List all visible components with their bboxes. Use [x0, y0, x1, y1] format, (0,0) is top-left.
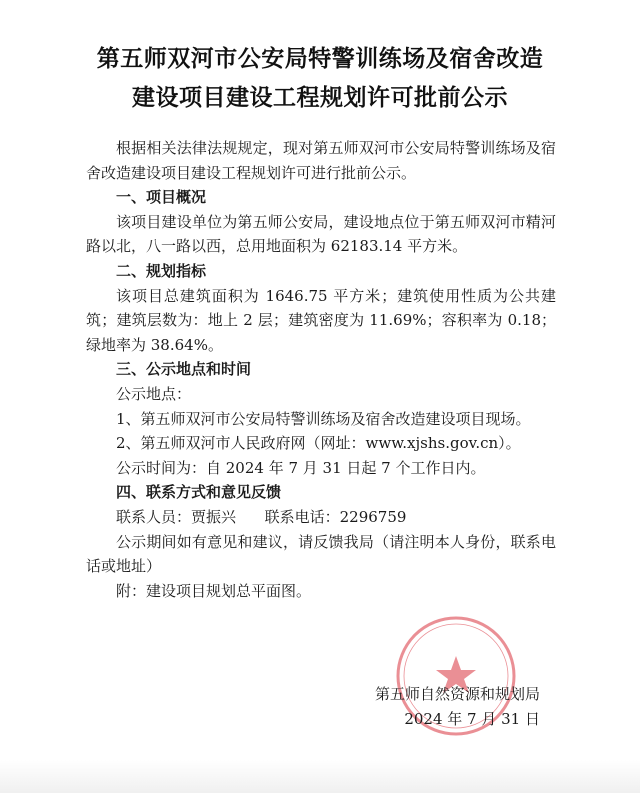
issue-date: 2024 年 7 月 31 日	[404, 710, 540, 728]
issuing-organization: 第五师自然资源和规划局	[374, 685, 540, 703]
attachment-note: 附：建设项目规划总平面图。	[116, 581, 312, 600]
section-heading-place-time: 三、公示地点和时间	[116, 360, 252, 379]
overview-paragraph: 该项目建设单位为第五师公安局，建设地点位于第五师双河市精河路以北，八一路以西，总用地面积为 62183.14 平方米。	[86, 212, 556, 256]
page-bottom-shadow	[0, 760, 640, 793]
publicity-time: 公示时间为：自 2024 年 7 月 31 日起 7 个工作日内。	[116, 458, 486, 477]
place-item-1: 1、第五师双河市公安局特警训练场及宿舍改造建设项目现场。	[116, 409, 531, 428]
contact-line	[86, 505, 556, 530]
title-line-1: 第五师双河市公安局特警训练场及宿舍改造	[96, 46, 544, 72]
place-item-2: 2、第五师双河市人民政府网（网址：www.xjshs.gov.cn）。	[116, 434, 521, 453]
document-title	[0, 40, 640, 118]
document-body	[86, 136, 556, 603]
place-label: 公示地点：	[116, 384, 192, 403]
signature-block	[300, 682, 540, 732]
section-heading-overview: 一、项目概况	[116, 188, 207, 207]
feedback-paragraph: 公示期间如有意见和建议，请反馈我局（请注明本人身份，联系电话或地址）	[86, 532, 556, 576]
section-heading-indicators: 二、规划指标	[116, 261, 207, 280]
intro-paragraph: 根据相关法律法规规定，现对第五师双河市公安局特警训练场及宿舍改造建设项目建设工程规划许可进行批前公示。	[86, 139, 556, 182]
title-line-2: 建设项目建设工程规划许可批前公示	[132, 85, 508, 111]
section-heading-contact: 四、联系方式和意见反馈	[116, 483, 282, 502]
contact-person: 联系人员：贾振兴	[116, 507, 237, 526]
indicators-paragraph: 该项目总建筑面积为 1646.75 平方米；建筑使用性质为公共建筑；建筑层数为：地上 2 层；建筑密度为 11.69%；容积率为 0.18；绿地率为 38.64%。	[86, 286, 556, 354]
contact-phone: 联系电话：2296759	[264, 507, 407, 526]
